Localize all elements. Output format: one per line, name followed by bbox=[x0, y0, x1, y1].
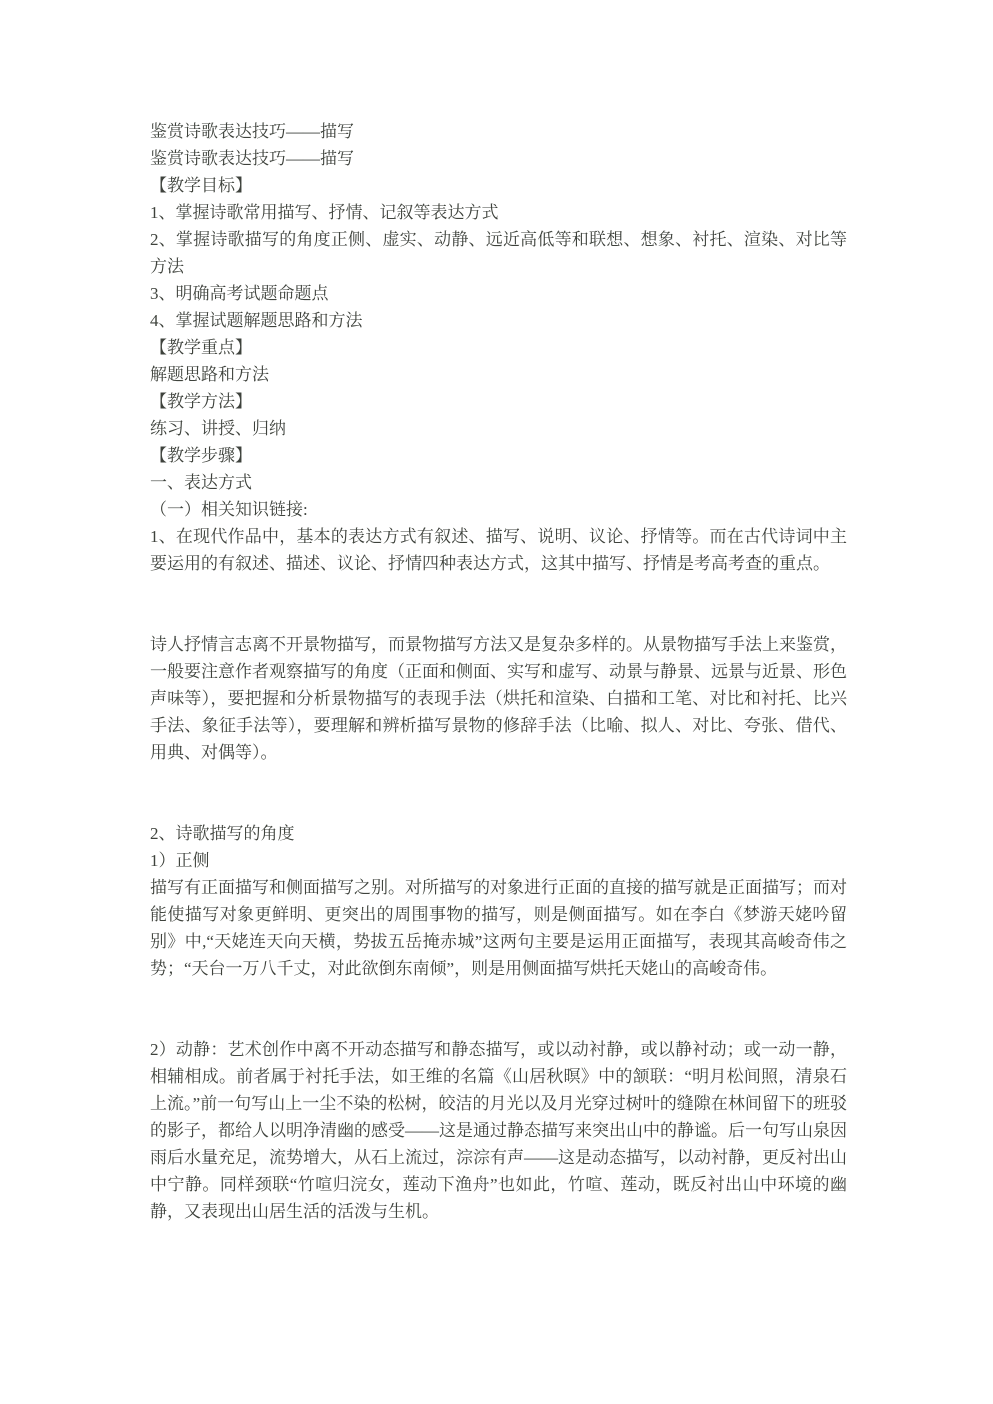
doc-title-line-repeat: 鉴赏诗歌表达技巧——描写 bbox=[150, 149, 354, 168]
heading-teaching-method: 【教学方法】 bbox=[150, 392, 252, 411]
section-description-angles: 2、诗歌描写的角度 bbox=[150, 824, 295, 843]
goal-item-4: 4、掌握试题解题思路和方法 bbox=[150, 311, 363, 330]
doc-title-line: 鉴赏诗歌表达技巧——描写 bbox=[150, 122, 354, 141]
goal-item-3: 3、明确高考试题命题点 bbox=[150, 284, 329, 303]
paragraph-expression-modes: 1、在现代作品中，基本的表达方式有叙述、描写、说明、议论、抒情等。而在古代诗词中主要运用的有叙述、描述、议论、抒情四种表达方式，这其中描写、抒情是考高考查的重点。 bbox=[150, 527, 847, 573]
teaching-focus-text: 解题思路和方法 bbox=[150, 365, 269, 384]
document-body bbox=[150, 118, 847, 1225]
paragraph-dynamic-static: 2）动静：艺术创作中离不开动态描写和静态描写，或以动衬静，或以静衬动；或一动一静，相辅相成。前者属于衬托手法，如王维的名篇《山居秋暝》中的颔联：“明月松间照，清泉石上流。”前一句写山上一尘不染的松树，皎洁的月光以及月光穿过树叶的缝隙在林间留下的班驳的影子，都给人以明净清幽的感受——这是通过静态描写来突出山中的静谧。后一句写山泉因雨后水量充足，流势增大，从石上流过，淙淙有声——这是动态描写，以动衬静，更反衬出山中宁静。同样颈联“竹喧归浣女，莲动下渔舟”也如此，竹喧、莲动，既反衬出山中环境的幽静，又表现出山居生活的活泼与生机。 bbox=[150, 1040, 847, 1221]
teaching-method-text: 练习、讲授、归纳 bbox=[150, 419, 286, 438]
goal-item-2: 2、掌握诗歌描写的角度正侧、虚实、动静、远近高低等和联想、想象、衬托、渲染、对比等方法 bbox=[150, 230, 847, 276]
section-expression-modes: 一、表达方式 bbox=[150, 473, 252, 492]
heading-teaching-steps: 【教学步骤】 bbox=[150, 446, 252, 465]
paragraph-scenery-description: 诗人抒情言志离不开景物描写，而景物描写方法又是复杂多样的。从景物描写手法上来鉴赏，一般要注意作者观察描写的角度（正面和侧面、实写和虚写、动景与静景、远景与近景、形色声味等），要把握和分析景物描写的表现手法（烘托和渲染、白描和工笔、对比和衬托、比兴手法、象征手法等），要理解和辨析描写景物的修辞手法（比喻、拟人、对比、夸张、借代、用典、对偶等）。 bbox=[150, 635, 847, 762]
paragraph-front-side: 描写有正面描写和侧面描写之别。对所描写的对象进行正面的直接的描写就是正面描写；而对能使描写对象更鲜明、更突出的周围事物的描写，则是侧面描写。如在李白《梦游天姥吟留别》中,“天姥连天向天横，势拔五岳掩赤城”这两句主要是运用正面描写，表现其高峻奇伟之势；“天台一万八千丈，对此欲倒东南倾”，则是用侧面描写烘托天姥山的高峻奇伟。 bbox=[150, 878, 847, 978]
heading-teaching-goals: 【教学目标】 bbox=[150, 176, 252, 195]
goal-item-1: 1、掌握诗歌常用描写、抒情、记叙等表达方式 bbox=[150, 203, 499, 222]
subsection-knowledge-links: （一）相关知识链接: bbox=[150, 500, 308, 519]
subsection-front-side: 1）正侧 bbox=[150, 851, 210, 870]
heading-teaching-focus: 【教学重点】 bbox=[150, 338, 252, 357]
